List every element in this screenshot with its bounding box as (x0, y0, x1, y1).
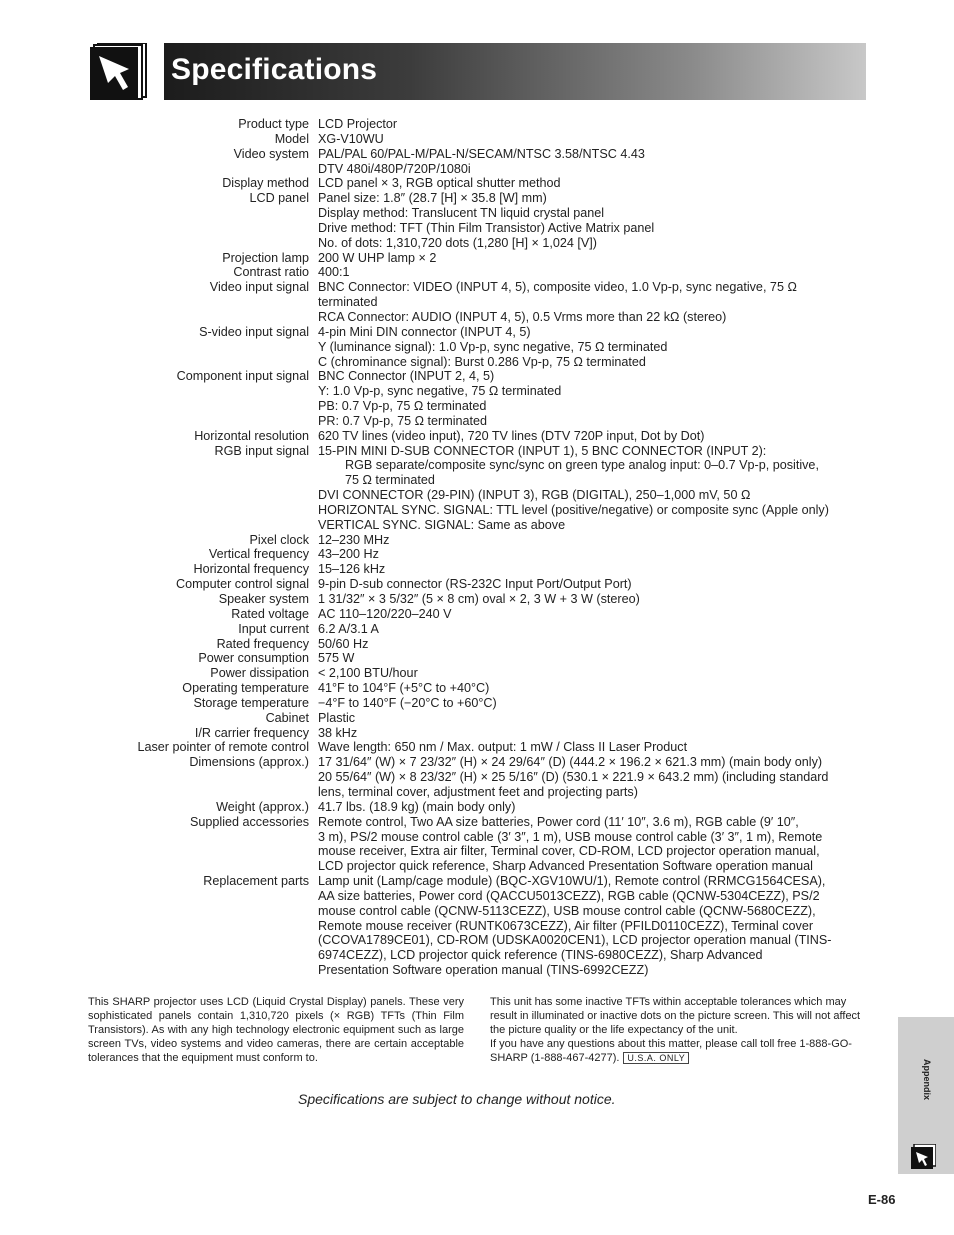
spec-value: PAL/PAL 60/PAL-M/PAL-N/SECAM/NTSC 3.58/NTSC 4.43 (318, 146, 645, 161)
spec-value: < 2,100 BTU/hour (318, 666, 418, 681)
spec-label: Projection lamp (222, 250, 309, 265)
spec-values (318, 280, 880, 325)
spec-row (90, 265, 880, 280)
spec-label: Display method (222, 176, 309, 191)
spec-values (318, 176, 880, 191)
spec-values (318, 251, 880, 266)
spec-value: RGB separate/composite sync/sync on green type analog input: 0–0.7 Vp-p, positive, (345, 458, 819, 473)
spec-value: 15-PIN MINI D-SUB CONNECTOR (INPUT 1), 5 BNC CONNECTOR (INPUT 2): (318, 443, 767, 458)
spec-value: 17 31/64″ (W) × 7 23/32″ (H) × 24 29/64″ (D) (444.2 × 196.2 × 621.3 mm) (main body only) (318, 755, 823, 770)
spec-row (90, 755, 880, 800)
contact-note-text: If you have any questions about this matter, please call toll free 1-888-GO-SHARP (1-888-467-4277). (490, 1038, 852, 1064)
spec-row (90, 800, 880, 815)
spec-label: Video system (233, 146, 309, 161)
spec-row (90, 711, 880, 726)
spec-value: Y (luminance signal): 1.0 Vp-p, sync negative, 75 Ω terminated (318, 339, 668, 354)
spec-value: terminated (318, 295, 378, 310)
spec-value: BNC Connector: VIDEO (INPUT 4, 5), composite video, 1.0 Vp-p, sync negative, 75 Ω (318, 280, 797, 295)
spec-value: 1 31/32″ × 3 5/32″ (5 × 8 cm) oval × 2, 3 W + 3 W (stereo) (318, 592, 640, 606)
tft-note (490, 995, 868, 1065)
spec-value: 200 W UHP lamp × 2 (318, 250, 437, 265)
spec-values (318, 191, 880, 250)
spec-row (90, 533, 880, 548)
spec-label: Supplied accessories (189, 814, 309, 829)
spec-values (318, 755, 880, 800)
spec-values (318, 132, 880, 147)
spec-label: Rated frequency (216, 636, 309, 651)
spec-value: Panel size: 1.8″ (28.7 [H] × 35.8 [W] mm) (318, 191, 547, 206)
spec-value: 6.2 A/3.1 A (318, 621, 379, 636)
lcd-note-text: This SHARP projector uses LCD (Liquid Crystal Display) panels. These very sophisticated panels contain 1,310,720 pixels (× RGB) TFTs (Thin Film Transistors). As with any high technology electronic equipment such as large screen TVs, video systems and video cameras, there are certain acceptable tolerances that the equipment must conform to. (88, 996, 464, 1064)
lcd-note (88, 995, 464, 1065)
spec-value: LCD Projector (318, 117, 398, 131)
spec-row (90, 874, 880, 978)
spec-value: 575 W (318, 651, 355, 666)
spec-value: 50/60 Hz (318, 636, 369, 651)
spec-value: VERTICAL SYNC. SIGNAL: Same as above (318, 517, 566, 532)
spec-row (90, 117, 880, 132)
spec-value: LCD panel × 3, RGB optical shutter method (318, 176, 561, 191)
spec-value: 20 55/64″ (W) × 8 23/32″ (H) × 25 5/16″ (D) (530.1 × 221.9 × 643.2 mm) (including standard (318, 770, 829, 785)
spec-values (318, 147, 880, 177)
spec-label: Horizontal frequency (193, 562, 309, 577)
tft-note-text: This unit has some inactive TFTs within acceptable tolerances which may result in illuminated or inactive dots on the picture screen. This will not affect the picture quality or the life expectancy of the unit. (490, 996, 861, 1036)
spec-values (318, 607, 880, 622)
spec-values (318, 711, 880, 726)
spec-row (90, 132, 880, 147)
spec-value: Lamp unit (Lamp/cage module) (BQC-XGV10WU/1), Remote control (RRMCG1564CESA), (318, 874, 826, 889)
spec-value: 15–126 kHz (318, 562, 386, 577)
spec-row (90, 176, 880, 191)
spec-value: 9-pin D-sub connector (RS-232C Input Port/Output Port) (318, 577, 632, 592)
spec-value: 6974CEZZ), LCD projector quick reference (TINS-6980CEZZ), Sharp Advanced (318, 948, 763, 963)
spec-value: Wave length: 650 nm / Max. output: 1 mW / Class II Laser Product (318, 740, 688, 755)
spec-value: HORIZONTAL SYNC. SIGNAL: TTL level (positive/negative) or composite sync (Apple only) (318, 502, 829, 517)
spec-value: 12–230 MHz (318, 532, 390, 547)
spec-label: Power consumption (198, 651, 309, 666)
appendix-book-icon (89, 43, 147, 101)
spec-label: Contrast ratio (233, 265, 309, 280)
spec-value: AC 110–120/220–240 V (318, 606, 452, 621)
spec-value: (CCOVA1789CE01), CD-ROM (UDSKA0020CEN1), LCD projector operation manual (TINS- (318, 933, 832, 948)
usa-only-badge: U.S.A. ONLY (623, 1052, 689, 1064)
spec-label: Power dissipation (210, 666, 309, 681)
spec-values (318, 681, 880, 696)
spec-value: 38 kHz (318, 725, 358, 740)
spec-row (90, 607, 880, 622)
spec-label: Weight (approx.) (216, 799, 309, 814)
spec-label: Product type (238, 117, 309, 131)
spec-label: Operating temperature (182, 681, 309, 696)
spec-values (318, 325, 880, 370)
spec-values (318, 666, 880, 681)
spec-row (90, 562, 880, 577)
spec-value: 41°F to 104°F (+5°C to +40°C) (318, 681, 490, 696)
spec-row (90, 592, 880, 607)
spec-label: Video input signal (209, 280, 309, 295)
spec-row (90, 191, 880, 250)
spec-value: lens, terminal cover, adjustment feet and projecting parts) (318, 784, 638, 799)
spec-row (90, 666, 880, 681)
spec-value: −4°F to 140°F (−20°C to +60°C) (318, 695, 497, 710)
spec-label: Pixel clock (249, 532, 309, 547)
spec-values (318, 369, 880, 428)
spec-value: mouse receiver, Extra air filter, Terminal cover, CD-ROM, LCD projector operation manual, (318, 844, 820, 859)
spec-values (318, 533, 880, 548)
spec-value: LCD projector quick reference, Sharp Advanced Presentation Software operation manual (318, 859, 813, 874)
spec-label: Component input signal (176, 369, 309, 384)
spec-value: Remote mouse receiver (RUNTK0673CEZZ), Air filter (PFILD0110CEZZ), Terminal cover (318, 918, 814, 933)
spec-row (90, 815, 880, 874)
spec-row (90, 547, 880, 562)
spec-value: BNC Connector (INPUT 2, 4, 5) (318, 369, 495, 384)
spec-label: Cabinet (265, 710, 309, 725)
spec-label: RGB input signal (214, 443, 309, 458)
spec-label: Vertical frequency (208, 547, 309, 562)
spec-label: S-video input signal (199, 324, 309, 339)
spec-values (318, 651, 880, 666)
spec-value: 620 TV lines (video input), 720 TV lines (DTV 720P input, Dot by Dot) (318, 428, 705, 443)
spec-values (318, 592, 880, 607)
spec-row (90, 444, 880, 533)
spec-value: Drive method: TFT (Thin Film Transistor) Active Matrix panel (318, 220, 655, 235)
spec-value: 75 Ω terminated (345, 473, 435, 488)
spec-value: AA size batteries, Power cord (QACCU5013CEZZ), RGB cable (QCNW-5304CEZZ), PS/2 (318, 888, 820, 903)
spec-value: 400:1 (318, 265, 350, 280)
spec-values (318, 696, 880, 711)
spec-row (90, 577, 880, 592)
spec-value: Y: 1.0 Vp-p, sync negative, 75 Ω terminated (318, 384, 562, 399)
spec-value: Presentation Software operation manual (TINS-6992CEZZ) (318, 963, 649, 978)
spec-row (90, 726, 880, 741)
spec-value: 3 m), PS/2 mouse control cable (3′ 3″, 1 m), USB mouse control cable (3′ 3″, 1 m), Remote (318, 829, 823, 844)
spec-values (318, 429, 880, 444)
title-bar (164, 43, 866, 100)
spec-value: PR: 0.7 Vp-p, 75 Ω terminated (318, 413, 488, 428)
spec-value: 4-pin Mini DIN connector (INPUT 4, 5) (318, 324, 531, 339)
spec-row (90, 429, 880, 444)
spec-values (318, 726, 880, 741)
spec-value: RCA Connector: AUDIO (INPUT 4, 5), 0.5 Vrms more than 22 kΩ (stereo) (318, 309, 727, 324)
spec-values (318, 815, 880, 874)
spec-values (318, 117, 880, 132)
spec-values (318, 265, 880, 280)
spec-values (318, 444, 880, 533)
spec-value: PB: 0.7 Vp-p, 75 Ω terminated (318, 399, 487, 414)
page-title: Specifications (171, 53, 378, 86)
spec-row (90, 637, 880, 652)
page-number: E-86 (868, 1192, 896, 1207)
spec-label: Dimensions (approx.) (189, 755, 309, 770)
spec-label: Storage temperature (193, 695, 309, 710)
spec-change-notice: Specifications are subject to change without notice. (298, 1091, 616, 1107)
spec-row (90, 651, 880, 666)
spec-value: mouse control cable (QCNW-5113CEZZ), USB mouse control cable (QCNW-5680CEZZ), (318, 903, 816, 918)
spec-values (318, 547, 880, 562)
spec-values (318, 874, 880, 978)
spec-label: Rated voltage (231, 606, 309, 621)
spec-table (90, 117, 880, 978)
spec-value: 43–200 Hz (318, 547, 379, 562)
spec-label: Horizontal resolution (194, 428, 309, 443)
spec-values (318, 637, 880, 652)
side-tab-appendix (898, 1017, 954, 1174)
spec-value: DTV 480i/480P/720P/1080i (318, 161, 471, 176)
spec-label: Model (274, 131, 309, 146)
spec-row (90, 251, 880, 266)
spec-value: C (chrominance signal): Burst 0.286 Vp-p, 75 Ω terminated (318, 354, 646, 369)
spec-row (90, 696, 880, 711)
spec-value: DVI CONNECTOR (29-PIN) (INPUT 3), RGB (DIGITAL), 250–1,000 mV, 50 Ω (318, 488, 751, 503)
spec-values (318, 622, 880, 637)
spec-label: Laser pointer of remote control (137, 740, 309, 755)
spec-values (318, 562, 880, 577)
spec-row (90, 325, 880, 370)
spec-value: Display method: Translucent TN liquid crystal panel (318, 206, 605, 221)
spec-value: 41.7 lbs. (18.9 kg) (main body only) (318, 799, 516, 814)
spec-values (318, 740, 880, 755)
spec-row (90, 280, 880, 325)
spec-value: XG-V10WU (318, 131, 384, 146)
spec-label: Speaker system (218, 592, 309, 606)
spec-label: Computer control signal (176, 577, 309, 592)
spec-row (90, 369, 880, 428)
spec-row (90, 622, 880, 637)
side-tab-label: Appendix (922, 1059, 932, 1101)
spec-row (90, 740, 880, 755)
appendix-small-icon (911, 1144, 936, 1169)
spec-label: I/R carrier frequency (194, 725, 309, 740)
spec-label: Replacement parts (203, 874, 309, 889)
spec-value: Plastic (318, 710, 356, 725)
spec-values (318, 800, 880, 815)
spec-label: Input current (238, 621, 309, 636)
spec-value: No. of dots: 1,310,720 dots (1,280 [H] × 1,024 [V]) (318, 235, 597, 250)
spec-row (90, 681, 880, 696)
spec-row (90, 147, 880, 177)
spec-value: Remote control, Two AA size batteries, Power cord (11′ 10″, 3.6 m), RGB cable (9′ 10″, (318, 814, 799, 829)
spec-label: LCD panel (249, 191, 309, 206)
spec-values (318, 577, 880, 592)
